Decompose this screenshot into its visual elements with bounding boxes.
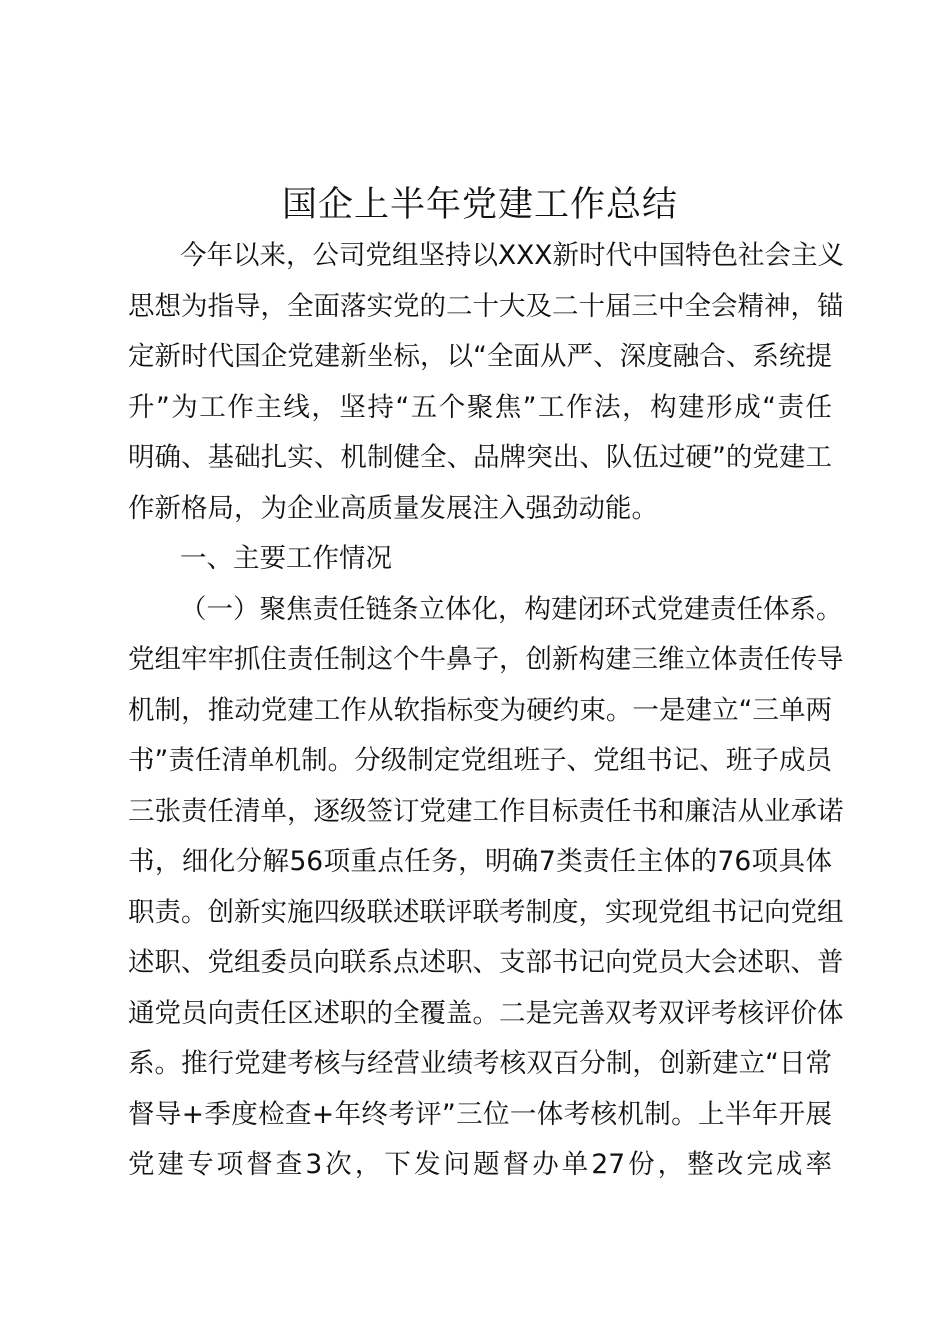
text-line: 通党员向责任区述职的全覆盖。二是完善双考双评考核评价体	[128, 997, 844, 1029]
text-line: 书，细化分解56项重点任务，明确7类责任主体的76项具体	[128, 846, 832, 877]
document-title: 国企上半年党建工作总结	[281, 185, 678, 225]
text-line: 党组牢牢抓住责任制这个牛鼻子，创新构建三维立体责任传导	[128, 644, 844, 675]
text-line: 党建专项督查3次，下发问题督办单27份，整改完成率	[128, 1149, 832, 1180]
text-line: 作新格局，为企业高质量发展注入强劲动能。	[128, 492, 658, 524]
text-line: 明确、基础扎实、机制健全、品牌突出、队伍过硬”的党建工	[128, 442, 832, 473]
text-line: 机制，推动党建工作从软指标变为硬约束。一是建立“三单两	[128, 694, 832, 726]
document-body	[128, 231, 844, 1191]
text-line: 书”责任清单机制。分级制定党组班子、党组书记、班子成员	[128, 745, 832, 776]
text-line: 定新时代国企党建新坐标，以“全面从严、深度融合、系统提	[128, 341, 832, 372]
text-line: 今年以来，公司党组坚持以XXX新时代中国特色社会主义	[180, 240, 844, 271]
text-line: 三张责任清单，逐级签订党建工作目标责任书和廉洁从业承诺	[128, 795, 844, 827]
text-line: 系。推行党建考核与经营业绩考核双百分制，创新建立“日常	[128, 1048, 832, 1079]
text-line: （一）聚焦责任链条立体化，构建闭环式党建责任体系。	[180, 593, 843, 625]
text-line: 述职、党组委员向联系点述职、支部书记向党员大会述职、普	[128, 947, 844, 978]
text-line: 思想为指导，全面落实党的二十大及二十届三中全会精神，锚	[128, 290, 844, 322]
text-line: 督导+季度检查+年终考评”三位一体考核机制。上半年开展	[128, 1098, 832, 1130]
text-line: 升”为工作主线，坚持“五个聚焦”工作法，构建形成“责任	[128, 391, 832, 423]
text-line: 职责。创新实施四级联述联评联考制度，实现党组书记向党组	[128, 896, 844, 928]
text-line: 一、主要工作情况	[180, 543, 392, 574]
